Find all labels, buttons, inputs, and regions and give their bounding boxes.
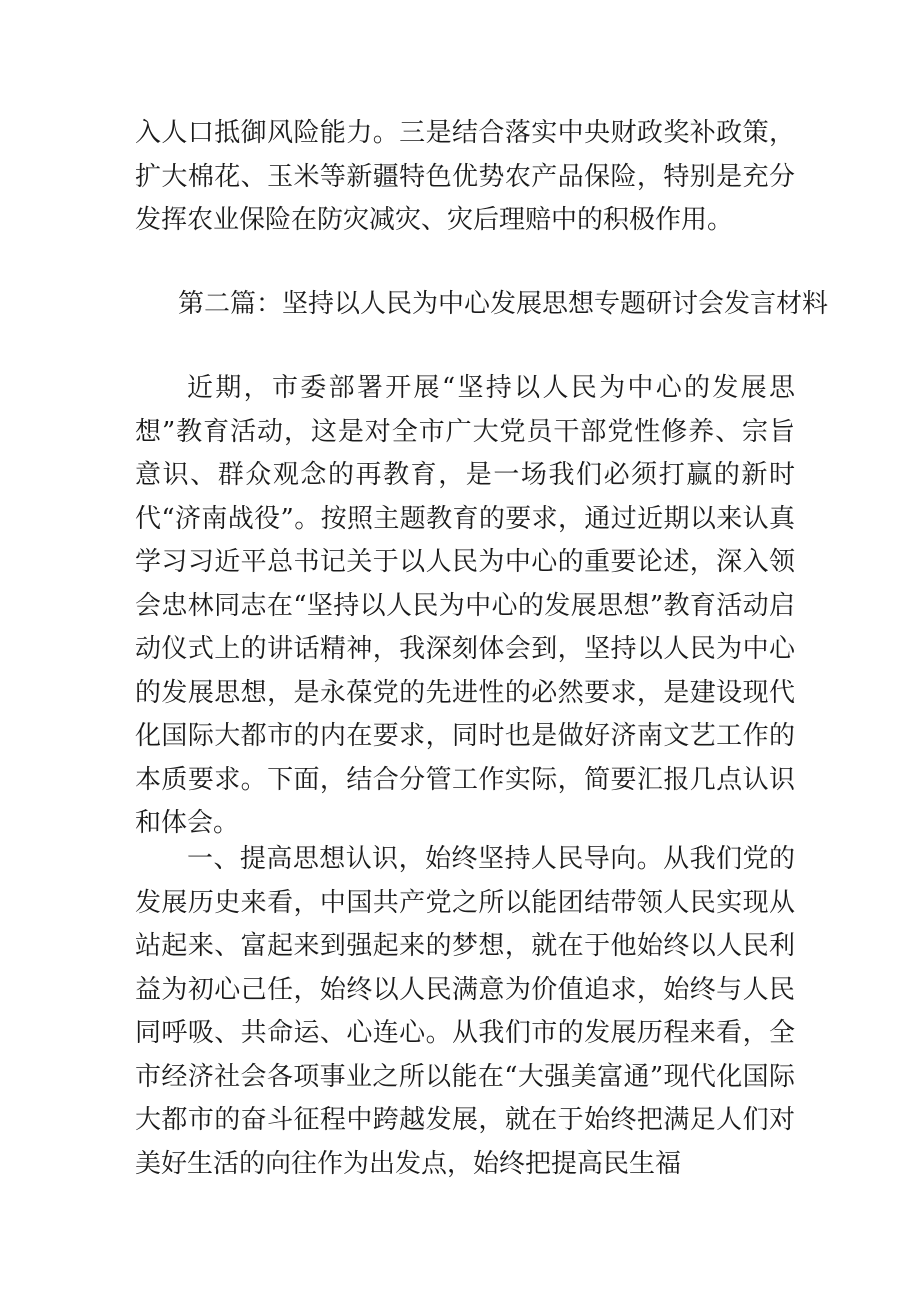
paragraph-point-one: 一、提高思想认识，始终坚持人民导向。从我们党的发展历史来看，中国共产党之所以能团结带领人民实现从站起来、富起来到强起来的梦想，就在于他始终以人民利益为初心己任，始终以人民满意为价值追求，始终与人民同呼吸、共命运、心连心。从我们市的发展历程来看，全市经济社会各项事业之所以能在“大强美富通”现代化国际大都市的奋斗征程中跨越发展，就在于始终把满足人们对美好生活的向往作为出发点，始终把提高民生福 [135, 844, 795, 1179]
paragraph-intro: 近期，市委部署开展“坚持以人民为中心的发展思想”教育活动，这是对全市广大党员干部党性修养、宗旨意识、群众观念的再教育，是一场我们必须打赢的新时代“济南战役”。按照主题教育的要求，通过近期以来认真学习习近平总书记关于以人民为中心的重要论述，深入领会忠林同志在“坚持以人民为中心的发展思想”教育活动启动仪式上的讲话精神，我深刻体会到，坚持以人民为中心的发展思想，是永葆党的先进性的必然要求，是建设现代化国际大都市的内在要求，同时也是做好济南文艺工作的本质要求。下面，结合分管工作实际，简要汇报几点认识和体会。 [135, 373, 795, 838]
section-title: 第二篇：坚持以人民为中心发展思想专题研讨会发言材料 [178, 289, 829, 319]
paragraph-continuation: 入人口抵御风险能力。三是结合落实中央财政奖补政策，扩大棉花、玉米等新疆特色优势农产品保险，特别是充分发挥农业保险在防灾减灾、灾后理赔中的积极作用。 [135, 118, 795, 235]
